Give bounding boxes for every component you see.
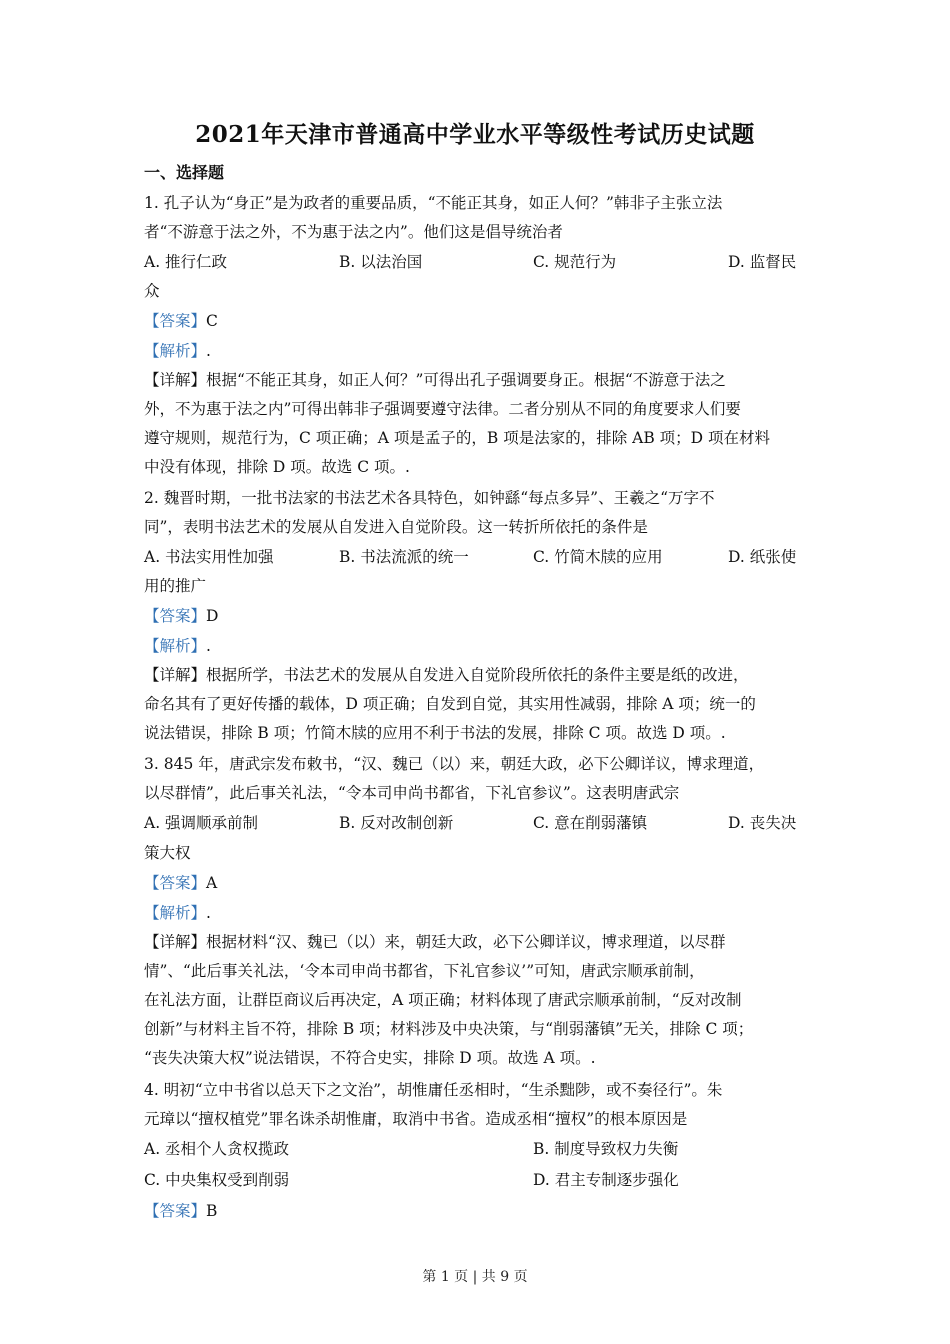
q3-detail-line-2: 情”、“此后事关礼法，‘令本司申尚书都省，下礼官参议’”可知，唐武宗顺承前制， xyxy=(144,962,705,980)
q2-analysis: 【解析】. xyxy=(144,637,211,655)
analysis-label: 【解析】 xyxy=(144,342,207,360)
document-title: 2021年天津市普通高中学业水平等级性考试历史试题 xyxy=(195,121,755,148)
q1-detail-line-3: 遵守规则，规范行为，C 项正确；A 项是孟子的，B 项是法家的，排除 AB 项；D 项在材料 xyxy=(144,429,771,447)
q3-detail-line-5: “丧失决策大权”说法错误，不符合史实，排除 D 项。故选 A 项。. xyxy=(144,1049,596,1067)
q2-option-a: A. 书法实用性加强 xyxy=(144,548,274,566)
q4-option-a: A. 丞相个人贪权揽政 xyxy=(144,1140,290,1158)
answer-value: B xyxy=(206,1202,218,1220)
answer-label: 【答案】 xyxy=(144,607,207,625)
q1-stem-line-2: 者“不游意于法之外，不为惠于法之内”。他们这是倡导统治者 xyxy=(144,223,563,241)
q4-stem-line-2: 元璋以“擅权植党”罪名诛杀胡惟庸，取消中书省。造成丞相“擅权”的根本原因是 xyxy=(144,1110,688,1128)
detail-label: 【详解】 xyxy=(144,371,207,389)
page-footer: 第 1 页 | 共 9 页 xyxy=(422,1269,528,1285)
q2-detail-line-1: 【详解】根据所学，书法艺术的发展从自发进入自觉阶段所依托的条件主要是纸的改进， xyxy=(144,666,749,684)
q1-option-b: B. 以法治国 xyxy=(339,253,423,271)
detail-label: 【详解】 xyxy=(144,933,207,951)
answer-value: D xyxy=(206,607,219,625)
q3-option-d: D. 丧失决 xyxy=(728,814,797,832)
q3-option-wrap: 策大权 xyxy=(144,844,191,862)
q4-stem-line-1: 4. 明初“立中书省以总天下之文治”，胡惟庸任丞相时，“生杀黜陟，或不奏径行”。朱 xyxy=(144,1081,723,1099)
q2-answer xyxy=(144,606,218,626)
q3-analysis: 【解析】. xyxy=(144,904,211,922)
q4-answer xyxy=(144,1201,217,1221)
q3-stem-line-1: 3. 845 年，唐武宗发布敕书，“汉、魏已（以）来，朝廷大政，必下公卿详议，博求理道， xyxy=(144,755,765,773)
q1-option-c: C. 规范行为 xyxy=(533,253,617,271)
detail-label: 【详解】 xyxy=(144,666,207,684)
q2-stem-line-1: 2. 魏晋时期，一批书法家的书法艺术各具特色，如钟繇“每点多异”、王羲之“万字不 xyxy=(144,489,715,507)
q3-detail-line-1: 【详解】根据材料“汉、魏已（以）来，朝廷大政，必下公卿详议，博求理道，以尽群 xyxy=(144,933,726,951)
answer-label: 【答案】 xyxy=(144,1202,207,1220)
analysis-label: 【解析】 xyxy=(144,904,207,922)
q2-option-d: D. 纸张使 xyxy=(728,548,797,566)
q3-option-a: A. 强调顺承前制 xyxy=(144,814,259,832)
q3-answer xyxy=(144,873,217,893)
q4-option-c: C. 中央集权受到削弱 xyxy=(144,1171,290,1189)
q1-option-d: D. 监督民 xyxy=(728,253,797,271)
q1-detail-line-2: 外，不为惠于法之内”可得出韩非子强调要遵守法律。二者分别从不同的角度要求人们要 xyxy=(144,400,741,418)
q1-answer xyxy=(144,311,218,331)
q2-option-c: C. 竹简木牍的应用 xyxy=(533,548,663,566)
q2-option-wrap: 用的推广 xyxy=(144,577,207,595)
q3-detail-line-4: 创新”与材料主旨不符，排除 B 项；材料涉及中央决策，与“削弱藩镇”无关，排除 C 项； xyxy=(144,1020,754,1038)
section-heading: 一、选择题 xyxy=(144,163,225,182)
analysis-label: 【解析】 xyxy=(144,637,207,655)
q1-stem-line-1: 1. 孔子认为“身正”是为政者的重要品质，“不能正其身，如正人何？”韩非子主张立法 xyxy=(144,194,723,212)
q4-option-d: D. 君主专制逐步强化 xyxy=(533,1171,679,1189)
q3-stem-line-2: 以尽群情”，此后事关礼法，“令本司申尚书都省，下礼官参议”。这表明唐武宗 xyxy=(144,784,680,802)
q3-option-b: B. 反对改制创新 xyxy=(339,814,454,832)
answer-value: A xyxy=(206,874,218,892)
q2-option-b: B. 书法流派的统一 xyxy=(339,548,469,566)
answer-label: 【答案】 xyxy=(144,874,207,892)
q1-option-wrap: 众 xyxy=(144,282,160,300)
answer-label: 【答案】 xyxy=(144,312,207,330)
answer-value: C xyxy=(206,312,218,330)
q1-option-a: A. 推行仁政 xyxy=(144,253,228,271)
q1-analysis: 【解析】. xyxy=(144,342,211,360)
q1-detail-line-4: 中没有体现，排除 D 项。故选 C 项。. xyxy=(144,458,410,476)
q3-detail-line-3: 在礼法方面，让群臣商议后再决定，A 项正确；材料体现了唐武宗顺承前制，“反对改制 xyxy=(144,991,742,1009)
q2-detail-line-2: 命名其有了更好传播的载体，D 项正确；自发到自觉，其实用性减弱，排除 A 项；统一的 xyxy=(144,695,756,713)
q2-detail-line-3: 说法错误，排除 B 项；竹简木牍的应用不利于书法的发展，排除 C 项。故选 D 项。. xyxy=(144,724,726,742)
q1-detail-line-1: 【详解】根据“不能正其身，如正人何？”可得出孔子强调要身正。根据“不游意于法之 xyxy=(144,371,726,389)
q4-option-b: B. 制度导致权力失衡 xyxy=(533,1140,679,1158)
q2-stem-line-2: 同”，表明书法艺术的发展从自发进入自觉阶段。这一转折所依托的条件是 xyxy=(144,518,648,536)
q3-option-c: C. 意在削弱藩镇 xyxy=(533,814,648,832)
